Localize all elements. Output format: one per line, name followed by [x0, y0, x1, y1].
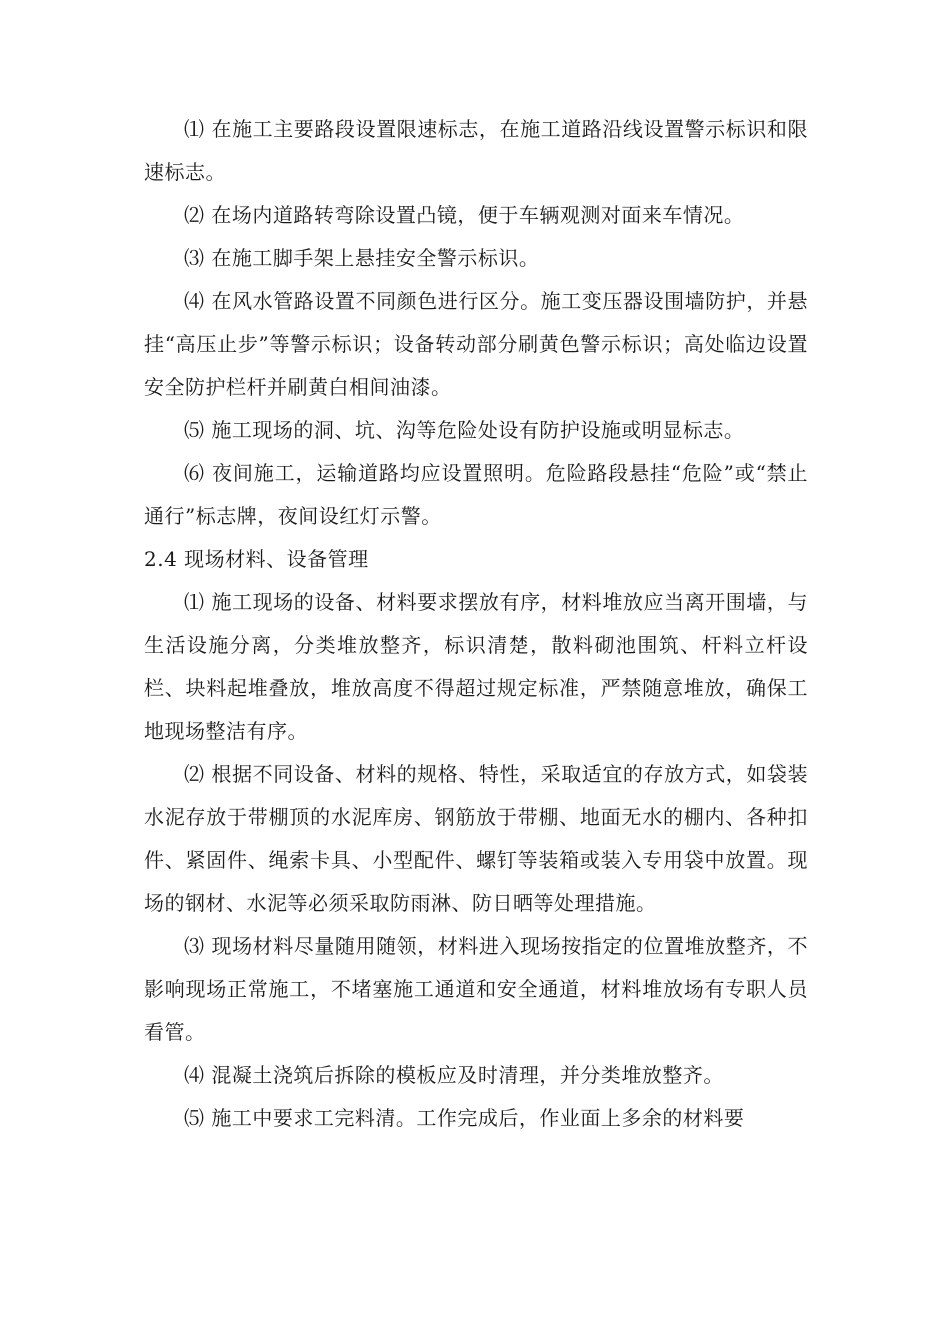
paragraph-item-4: ⑷ 在风水管路设置不同颜色进行区分。施工变压器设围墙防护，并悬挂“高压止步”等警示标识；设备转动部分刷黄色警示标识；高处临边设置安全防护栏杆并刷黄白相间油漆。 [144, 289, 808, 399]
paragraph-item-2: ⑵ 在场内道路转弯除设置凸镜，便于车辆观测对面来车情况。 [184, 203, 745, 227]
paragraph-item-5: ⑸ 施工现场的洞、坑、沟等危险处设有防护设施或明显标志。 [184, 418, 745, 442]
document-body [144, 108, 808, 1140]
paragraph-item-1: ⑴ 在施工主要路段设置限速标志，在施工道路沿线设置警示标识和限速标志。 [144, 117, 808, 184]
paragraph-material-4: ⑷ 混凝土浇筑后拆除的模板应及时清理，并分类堆放整齐。 [184, 1063, 724, 1087]
paragraph-material-2: ⑵ 根据不同设备、材料的规格、特性，采取适宜的存放方式，如袋装水泥存放于带棚顶的水泥库房、钢筋放于带棚、地面无水的棚内、各种扣件、紧固件、绳索卡具、小型配件、螺钉等装箱或装入专用袋中放置。现场的钢材、水泥等必须采取防雨淋、防日晒等处理措施。 [144, 762, 808, 915]
paragraph-material-3: ⑶ 现场材料尽量随用随领，材料进入现场按指定的位置堆放整齐，不影响现场正常施工，不堵塞施工通道和安全通道，材料堆放场有专职人员看管。 [144, 934, 808, 1044]
paragraph-material-5: ⑸ 施工中要求工完料清。工作完成后，作业面上多余的材料要 [184, 1106, 745, 1130]
section-heading: 2.4 现场材料、设备管理 [144, 547, 369, 571]
paragraph-item-6: ⑹ 夜间施工，运输道路均应设置照明。危险路段悬挂“危险”或“禁止通行”标志牌，夜间设红灯示警。 [144, 461, 808, 528]
paragraph-item-3: ⑶ 在施工脚手架上悬挂安全警示标识。 [184, 246, 540, 270]
paragraph-material-1: ⑴ 施工现场的设备、材料要求摆放有序，材料堆放应当离开围墙，与生活设施分离，分类堆放整齐，标识清楚，散料砌池围筑、杆料立杆设栏、块料起堆叠放，堆放高度不得超过规定标准，严禁随意堆放，确保工地现场整洁有序。 [144, 590, 808, 743]
